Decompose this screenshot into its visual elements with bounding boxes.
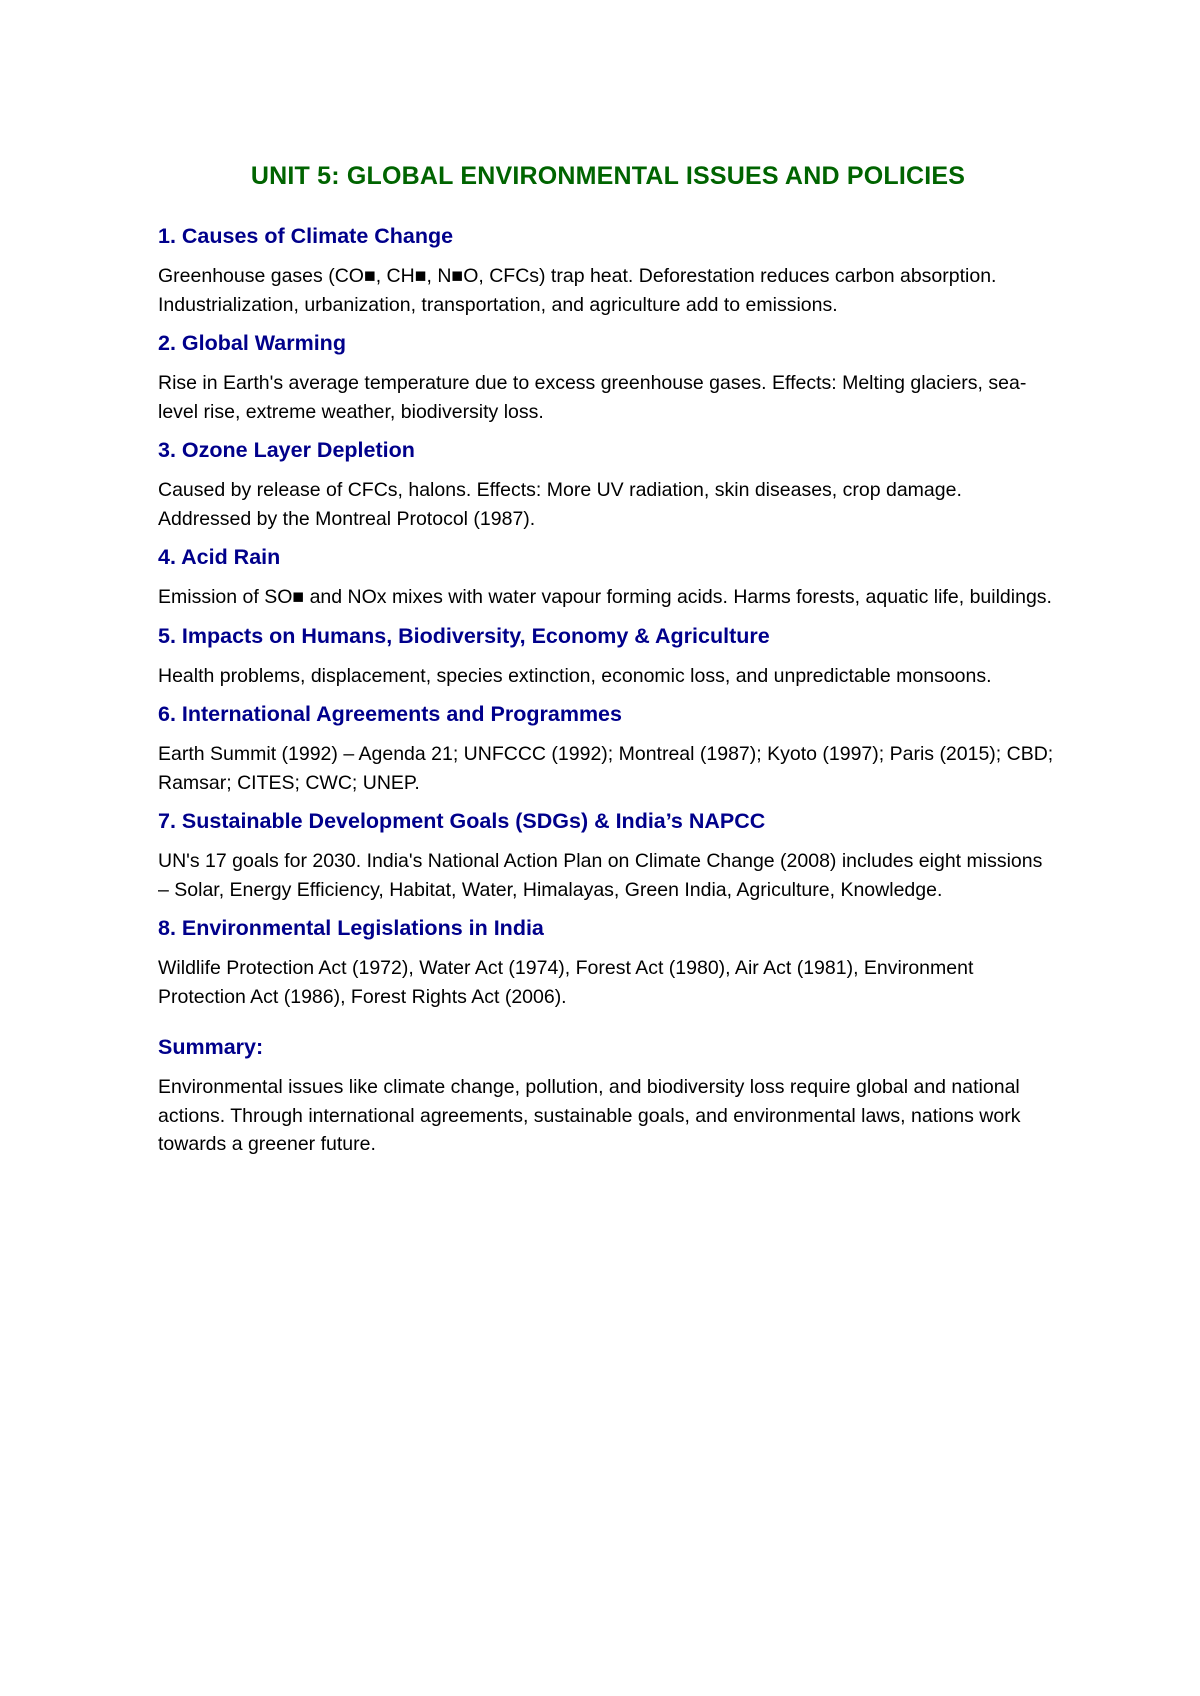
section-international-agreements [158,700,1058,797]
section-heading: 5. Impacts on Humans, Biodiversity, Economy & Agriculture [158,623,770,648]
section-heading: 3. Ozone Layer Depletion [158,438,415,462]
section-body: Rise in Earth's average temperature due to excess greenhouse gases. Effects: Melting glaciers, sea-level rise, extreme weather, biodiversity loss. [158,372,1027,423]
document-title: UNIT 5: GLOBAL ENVIRONMENTAL ISSUES AND POLICIES [250,162,966,190]
section-ozone-layer-depletion [158,436,1058,533]
section-body: Earth Summit (1992) – Agenda 21; UNFCCC (1992); Montreal (1987); Kyoto (1997); Paris (2015); CBD; Ramsar; CITES; CWC; UNEP. [158,743,1054,794]
section-heading: 1. Causes of Climate Change [158,224,454,248]
section-heading: 7. Sustainable Development Goals (SDGs) & India’s NAPCC [158,809,766,833]
section-sdgs-napcc [158,807,1058,904]
document-content [158,156,1058,1169]
section-heading: 6. International Agreements and Programmes [158,702,622,726]
summary-heading: Summary: [158,1035,264,1059]
section-heading: 4. Acid Rain [158,545,281,569]
section-environmental-legislations [158,914,1058,1011]
section-impacts [158,622,1058,691]
summary-body: Environmental issues like climate change, pollution, and biodiversity loss require global and national actions. Through international agreements, sustainable goals, and environmental laws, nations work towards a greener future. [158,1076,1021,1155]
section-body: Greenhouse gases (CO■, CH■, N■O, CFCs) trap heat. Deforestation reduces carbon absorption. Industrialization, urbanization, transportation, and agriculture add to emissions. [158,265,997,316]
section-body: Wildlife Protection Act (1972), Water Act (1974), Forest Act (1980), Air Act (1981), Environment Protection Act (1986), Forest Rights Act (2006). [158,957,974,1008]
section-heading: 8. Environmental Legislations in India [158,916,544,940]
section-acid-rain [158,543,1058,612]
section-heading: 2. Global Warming [158,331,346,355]
section-body: Caused by release of CFCs, halons. Effects: More UV radiation, skin diseases, crop damage. Addressed by the Montreal Protocol (1987). [158,479,962,530]
section-body: UN's 17 goals for 2030. India's National Action Plan on Climate Change (2008) includes eight missions – Solar, Energy Efficiency, Habitat, Water, Himalayas, Green India, Agriculture, Knowledge. [158,850,1043,901]
section-body: Emission of SO■ and NOx mixes with water vapour forming acids. Harms forests, aquatic life, buildings. [158,586,1052,608]
section-summary [158,1033,1058,1159]
section-causes-of-climate-change [158,222,1058,319]
section-global-warming [158,329,1058,426]
section-body: Health problems, displacement, species extinction, economic loss, and unpredictable monsoons. [158,664,992,687]
spacer [158,196,1058,222]
